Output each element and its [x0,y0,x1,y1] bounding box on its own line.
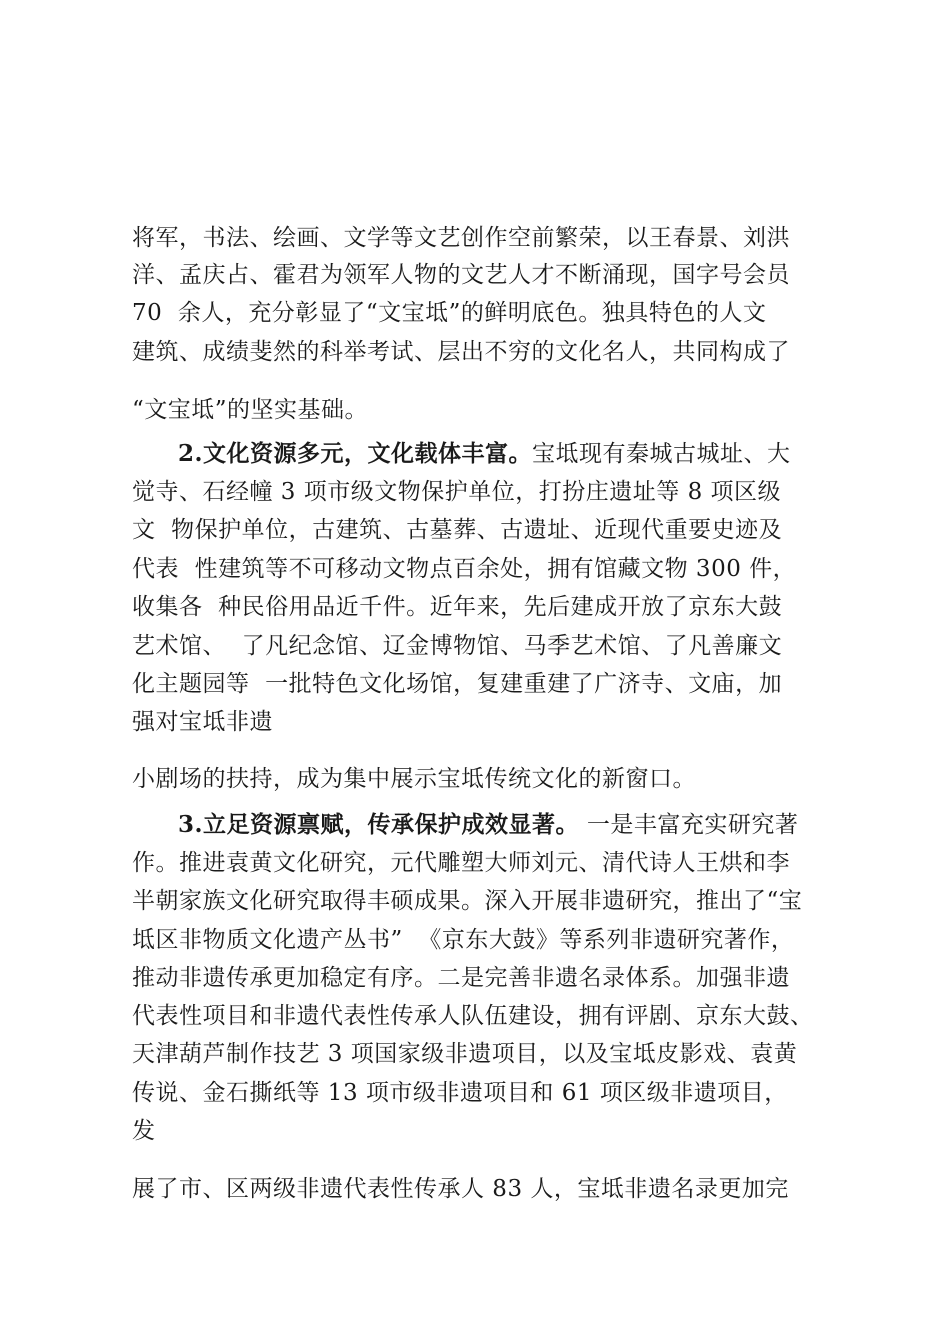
paragraph-line-with-heading [178,808,842,842]
paragraph-line: 半朝家族文化研究取得丰硕成果。深入开展非遗研究，推出了“宝 [132,888,803,914]
paragraph-line: 强对宝坻非遗 [132,709,273,735]
paragraph-line: “文宝坻”的坚实基础。 [132,397,369,423]
paragraph-line: 坻区非物质文化遗产丛书” 《京东大鼓》等系列非遗研究著作， [132,927,795,953]
paragraph-line: 小剧场的扶持，成为集中展示宝坻传统文化的新窗口。 [132,766,696,792]
paragraph-line: 展了市、区两级非遗代表性传承人 83 人，宝坻非遗名录更加完 [132,1176,789,1202]
paragraph-line: 推动非遗传承更加稳定有序。二是完善非遗名录体系。加强非遗 [132,965,790,991]
paragraph-line: 70 余人，充分彰显了“文宝坻”的鲜明底色。独具特色的人文 [132,300,767,326]
paragraph-line-with-heading [178,437,842,471]
paragraph-line-text: 宝坻现有秦城古城址、大 [532,441,791,467]
paragraph-line: 天津葫芦制作技艺 3 项国家级非遗项目，以及宝坻皮影戏、袁黄 [132,1041,798,1067]
paragraph-line: 洋、孟庆占、霍君为领军人物的文艺人才不断涌现，国字号会员 [132,262,790,288]
paragraph-line: 代表 性建筑等不可移动文物点百余处，拥有馆藏文物 300 件， [132,556,797,582]
section-heading: 3.立足资源禀赋，传承保护成效显著。 [178,811,580,838]
paragraph-line: 艺术馆、 了凡纪念馆、辽金博物馆、马季艺术馆、了凡善廉文 [132,633,783,659]
paragraph-line: 发 [132,1118,156,1144]
paragraph-line: 觉寺、石经幢 3 项市级文物保护单位，打扮庄遗址等 8 项区级 [132,479,782,505]
paragraph-line: 作。推进袁黄文化研究，元代雕塑大师刘元、清代诗人王烘和李 [132,850,790,876]
paragraph-line: 收集各 种民俗用品近千件。近年来，先后建成开放了京东大鼓 [132,594,783,620]
paragraph-line: 建筑、成绩斐然的科举考试、层出不穷的文化名人，共同构成了 [132,339,790,365]
paragraph-line-text: 一是丰富充实研究著 [579,812,799,838]
paragraph-line: 传说、金石撕纸等 13 项市级非遗项目和 61 项区级非遗项目， [132,1080,788,1106]
section-heading: 2.文化资源多元，文化载体丰富。 [178,440,533,467]
paragraph-line: 文 物保护单位，古建筑、古墓葬、古遗址、近现代重要史迹及 [132,517,783,543]
paragraph-line: 化主题园等 一批特色文化场馆，复建重建了广济寺、文庙，加 [132,671,783,697]
paragraph-line: 将军，书法、绘画、文学等文艺创作空前繁荣，以王春景、刘洪 [132,225,790,251]
paragraph-line: 代表性项目和非遗代表性传承人队伍建设，拥有评剧、京东大鼓、 [132,1003,814,1029]
